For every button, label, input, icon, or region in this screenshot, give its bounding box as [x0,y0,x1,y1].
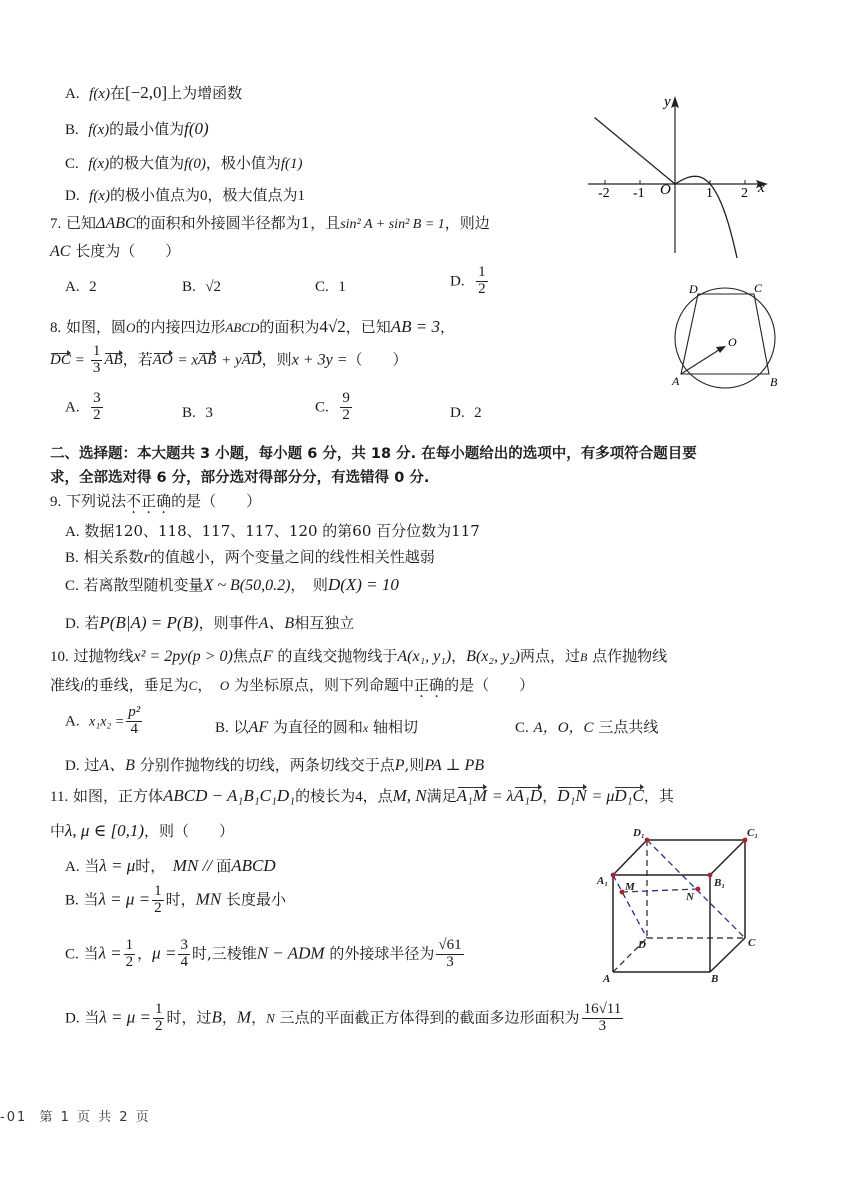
fraction: $\frac{1}{2}$ [478,264,486,297]
exam-code-suffix: -01 [0,1110,28,1125]
q7-option-b: B. √2 [182,279,222,295]
label-c1: C₁ [747,827,759,839]
quadrilateral-abcd [681,294,769,374]
fraction: $\frac{√61}{3}$ [438,937,462,970]
q6-option-a: A. f(x)在[−2,0]上为增函数 [65,83,243,102]
section-2-heading-line2: 求，全部选对得 6 分，部分选对得部分分，有选错得 0 分. [50,470,430,486]
q7-option-a: A. 2 [65,279,97,295]
point-d1 [645,838,650,843]
q7-option-d: D. $\frac{1}{2}$ [450,264,486,297]
q10-option-c: C. A，O，C 三点共线 [515,718,659,736]
label-a1: A₁ [597,875,609,887]
q10-option-b: B. 以AF 为直径的圆和x 轴相切 [215,718,419,736]
point-a1 [611,873,616,878]
q10-option-d: D. 过A、B 分别作抛物线的切线，两条切线交于点P,则PA ⊥ PB [65,756,485,774]
section-2-heading-line1: 二、选择题：本大题共 3 小题，每小题 6 分，共 18 分. 在每小题给出的选项中，有多项符合题目要 [50,446,697,462]
q8-option-c: C. $\frac{9}{2}$ [315,390,350,423]
x-axis-label: x [758,180,765,196]
q11-stem-line1: 11. 如图，正方体ABCD − A₁B₁C₁D₁的棱长为4，点M, N满足A₁M = λA₁D，D₁N = μD₁C，其 [50,786,674,805]
fraction: $\frac{16√11}{3}$ [583,1001,622,1034]
fraction: $\frac{\text{p²}}{4}$ [128,704,141,737]
q9-option-d: D. 若P(B|A) = P(B)，则事件A、B相互独立 [65,613,355,632]
tick-label--2: -2 [598,186,610,201]
cube-solid-edges [613,840,745,972]
q9-stem: 9. 下列说法不正确的是（ ） [50,492,262,510]
q6-function-graph [580,88,780,258]
fraction: $\frac{1}{3}$ [92,343,101,376]
origin-label: O [660,182,671,198]
q8-circle-figure [660,280,790,395]
tick-label-2: 2 [741,186,748,201]
q6-option-b: B. f(x)的最小值为f(0) [65,119,209,138]
q10-stem-line1: 10. 过抛物线x² = 2py(p > 0)焦点F 的直线交抛物线于A(x₁, y₁)，B(x₂, y₂)两点，过B 点作抛物线 [50,647,668,665]
q9-option-a: A. 数据120、118、117、117、120 的第60 百分位数为117 [65,522,480,540]
q11-option-d: D. 当λ = μ = $\frac{1}{2}$ 时，过B，M，N 三点的平面截正方体得到的截面多边形面积为 $\frac{16√11}{3}$ [65,1001,622,1034]
q6-option-d: D. f(x)的极小值点为0，极大值点为1 [65,186,305,204]
fraction: $\frac{9}{2}$ [342,390,350,423]
q7-stem-line2: AC 长度为（ ） [50,242,181,260]
q11-option-b: B. 当λ = μ = $\frac{1}{2}$ 时，MN 长度最小 [65,883,286,916]
fraction: $\frac{3}{2}$ [93,390,101,423]
q11-stem-line2: 中λ, μ ∈ [0,1)，则（ ） [50,821,235,840]
label-b1: B₁ [714,877,726,889]
label-c: C [754,281,763,295]
q11-cube-figure [595,822,770,987]
label-c: C [748,937,756,949]
fraction: $\frac{1}{2}$ [125,937,134,970]
q10-stem-line2: 准线l的垂线，垂足为C， O 为坐标原点，则下列命题中正确的是（ ） [50,676,535,694]
tick-label--1: -1 [633,186,645,201]
label-a: A [672,374,680,388]
q9-option-b: B. 相关系数r的值越小，两个变量之间的线性相关性越弱 [65,548,435,566]
tick-label-1: 1 [706,186,713,201]
q8-stem-line1: 8. 如图，圆O的内接四边形ABCD的面积为4√2，已知AB = 3， [50,317,456,336]
page-number: 第 1 页 共 2 页 [39,1110,151,1125]
q8-option-b: B. 3 [182,405,213,421]
label-b: B [711,973,719,985]
q8-option-a: A. $\frac{3}{2}$ [65,390,101,423]
vector-ao [681,346,726,374]
y-axis [671,96,679,253]
point-m [620,890,625,895]
label-m: M [625,881,635,893]
q6-option-c: C. f(x)的极大值为f(0)，极小值为f(1) [65,154,303,172]
q11-option-c: C. 当λ = $\frac{1}{2}$ ，μ = $\frac{3}{4}$ 时,三棱锥N − ADM 的外接球半径为 $\frac{√61}{3}$ [65,937,462,970]
label-o: O [728,335,737,349]
label-a: A [603,973,611,985]
q7-option-c: C. 1 [315,279,346,295]
function-left-piece [595,118,676,185]
label-d: D [638,939,646,951]
q10-option-a: A. x₁x₂ = $\frac{\text{p²}}{4}$ [65,704,141,737]
label-d: D [689,282,698,296]
label-d1: D₁ [633,827,645,839]
fraction: $\frac{1}{2}$ [154,883,162,916]
q8-stem-line2: DC = $\frac{1}{3}$ AB，若AO = xAB + yAD，则x + 3y =（ ） [50,343,408,376]
page-footer [0,1106,151,1125]
q9-option-c: C. 若离散型随机变量X ~ B(50,0.2)， 则D(X) = 10 [65,575,399,594]
fraction: $\frac{1}{2}$ [154,1001,163,1034]
label-b: B [770,375,778,389]
point-b1 [708,873,713,878]
q8-option-d: D. 2 [450,405,482,421]
q11-option-a: A. 当λ = μ时， MN // 面ABCD [65,856,276,875]
fraction: $\frac{3}{4}$ [180,937,188,970]
q7-stem-line1: 7. 已知ΔABC的面积和外接圆半径都为1，且sin² A + sin² B = 1，则边 [50,214,490,232]
y-axis-label: y [664,94,671,110]
label-n: N [686,891,694,903]
point-n [696,887,701,892]
circle-o [675,288,775,388]
